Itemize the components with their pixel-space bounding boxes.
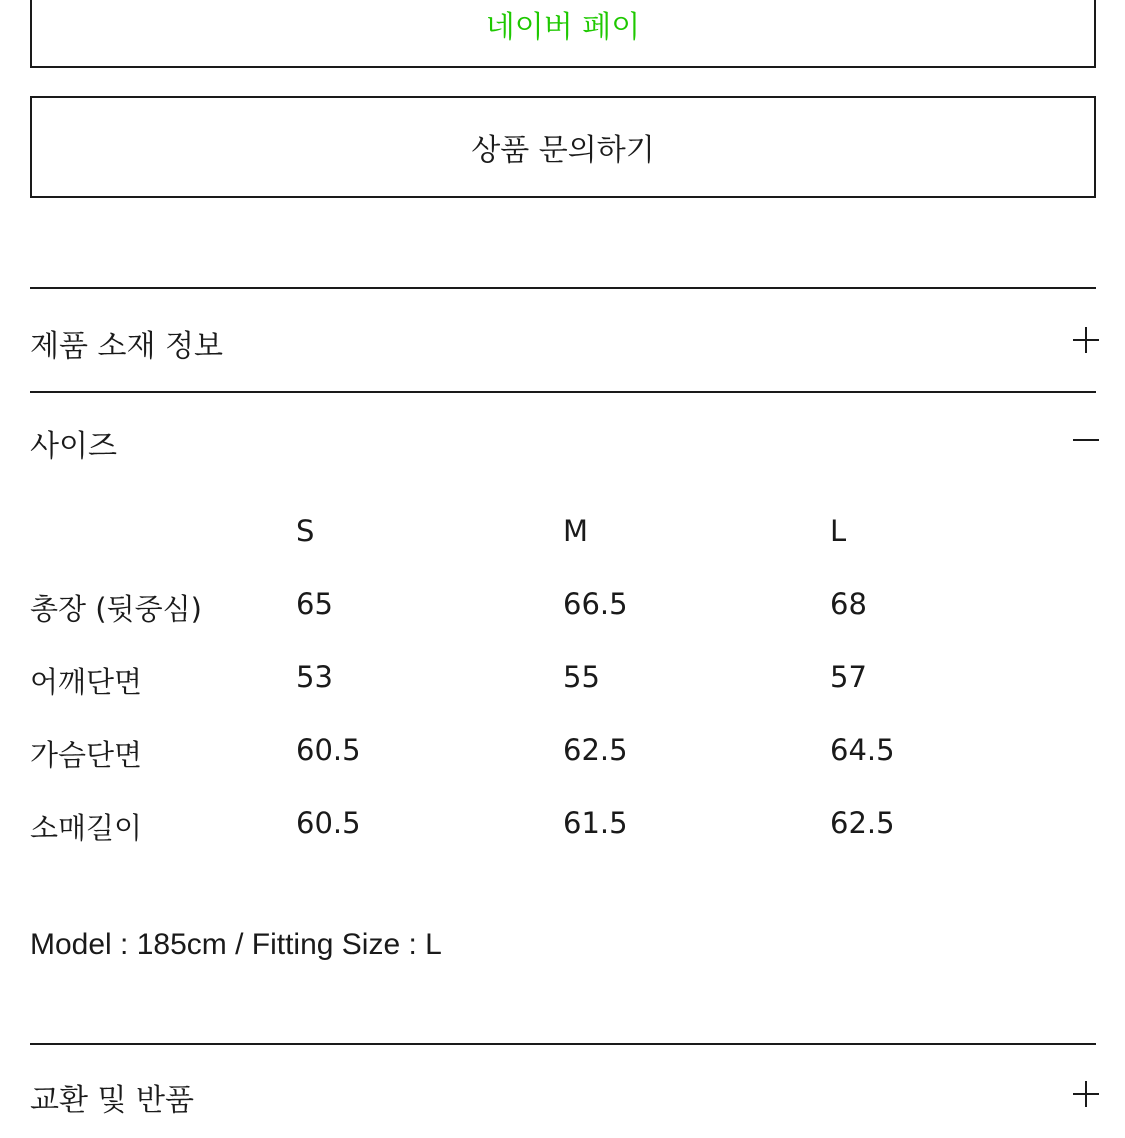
size-row-label: 소매길이 <box>30 811 143 845</box>
naver-pay-label: 네이버 페이 <box>485 10 641 45</box>
size-row-label: 가슴단면 <box>30 738 143 772</box>
minus-icon[interactable] <box>1073 427 1099 453</box>
naver-pay-button[interactable] <box>30 0 1096 68</box>
accordion-size-title: 사이즈 <box>30 429 117 464</box>
size-cell: 64.5 <box>830 733 895 767</box>
size-cell: 53 <box>296 660 333 694</box>
size-header-m: M <box>563 514 589 548</box>
size-cell: 60.5 <box>296 733 361 767</box>
product-inquiry-label: 상품 문의하기 <box>471 133 655 168</box>
size-cell: 68 <box>830 587 867 621</box>
size-cell: 55 <box>563 660 600 694</box>
size-row-label: 어깨단면 <box>30 665 143 699</box>
size-header-l: L <box>830 514 847 548</box>
size-cell: 61.5 <box>563 806 628 840</box>
divider <box>30 1043 1096 1045</box>
size-cell: 66.5 <box>563 587 628 621</box>
size-cell: 60.5 <box>296 806 361 840</box>
size-header-s: S <box>296 514 315 548</box>
plus-icon[interactable] <box>1073 327 1099 353</box>
size-cell: 65 <box>296 587 333 621</box>
size-cell: 62.5 <box>563 733 628 767</box>
plus-icon[interactable] <box>1073 1081 1099 1107</box>
size-row-label: 총장 (뒷중심) <box>30 592 202 626</box>
size-cell: 57 <box>830 660 867 694</box>
accordion-exchange-title: 교환 및 반품 <box>30 1083 194 1118</box>
product-inquiry-button[interactable] <box>30 96 1096 198</box>
accordion-material-title: 제품 소재 정보 <box>30 329 223 364</box>
model-fitting-info: Model : 185cm / Fitting Size : L <box>30 928 442 961</box>
size-cell: 62.5 <box>830 806 895 840</box>
divider <box>30 391 1096 393</box>
divider <box>30 287 1096 289</box>
